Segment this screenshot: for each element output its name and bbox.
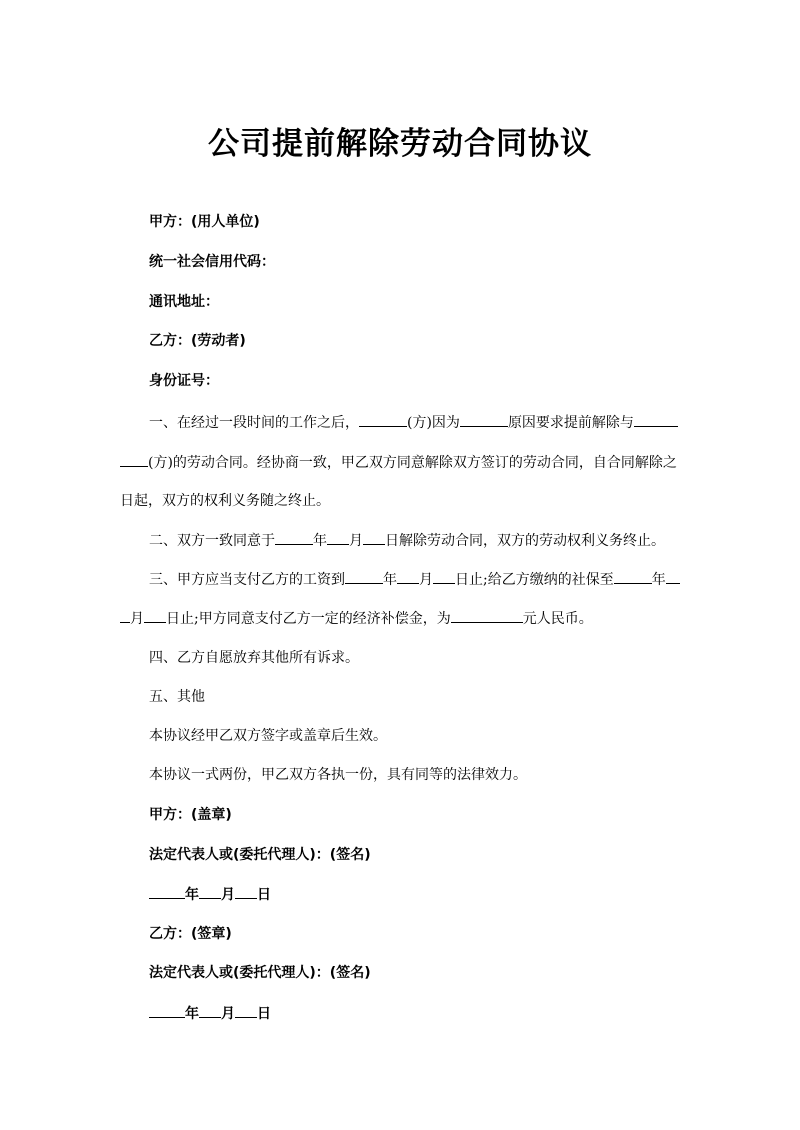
clause-1-text-d: (方)的劳动合同。经协商一致，甲乙双方同意解除双方签订的劳动合同，自合同解除之	[148, 455, 677, 471]
clause-1-text-c: 原因要求提前解除与	[507, 415, 634, 431]
date-year: 年	[185, 1006, 199, 1022]
blank-month	[666, 569, 680, 584]
clause-3-line-1	[149, 569, 680, 590]
party-b-seal-label: 乙方：(签章)	[149, 926, 232, 942]
blank-day	[433, 569, 455, 584]
clause-3-month-2: 月	[130, 611, 144, 627]
party-a-date	[149, 884, 271, 905]
blank-day	[235, 1003, 257, 1018]
clause-3-year-2: 年	[651, 572, 666, 588]
clause-5: 五、其他	[149, 689, 205, 705]
clause-1-text-b: (方)因为	[407, 415, 460, 431]
clause-2-year: 年	[313, 533, 327, 549]
blank-other-party	[634, 412, 678, 427]
blank-year	[614, 569, 652, 584]
blank-month	[397, 569, 419, 584]
address-label: 通讯地址：	[149, 294, 219, 310]
copies-statement: 本协议一式两份，甲乙双方各执一份，具有同等的法律效力。	[149, 767, 527, 783]
clause-3-month: 月	[419, 572, 433, 588]
clause-3-year: 年	[383, 572, 397, 588]
clause-3-text-a: 三、甲方应当支付乙方的工资到	[149, 572, 345, 588]
date-day: 日	[257, 1006, 271, 1022]
blank-month-cont	[120, 608, 130, 623]
date-day: 日	[257, 887, 271, 903]
party-b-representative-label: 法定代表人或(委托代理人)：(签名)	[149, 965, 371, 981]
effect-statement: 本协议经甲乙双方签字或盖章后生效。	[149, 728, 387, 744]
blank-month	[199, 1003, 221, 1018]
clause-3-text-d: 元人民币。	[522, 611, 593, 627]
date-month: 月	[221, 1006, 235, 1022]
blank-reason	[460, 412, 508, 427]
clause-2-text-b: 日解除劳动合同，双方的劳动权利义务终止。	[385, 533, 665, 549]
document-title: 公司提前解除劳动合同协议	[208, 126, 592, 162]
date-year: 年	[185, 887, 199, 903]
party-b-label: 乙方：(劳动者)	[149, 333, 246, 349]
blank-other-party-cont	[120, 452, 148, 467]
clause-1-line-2	[120, 452, 677, 473]
clause-2	[149, 530, 665, 551]
clause-3-text-b: 日止;给乙方缴纳的社保至	[455, 572, 614, 588]
clause-1-text-a: 一、在经过一段时间的工作之后，	[149, 415, 359, 431]
blank-month	[199, 884, 221, 899]
blank-month	[327, 530, 349, 545]
party-a-representative-label: 法定代表人或(委托代理人)：(签名)	[149, 847, 371, 863]
clause-3-line-2	[120, 608, 593, 629]
blank-year	[275, 530, 313, 545]
blank-amount	[451, 608, 523, 623]
clause-1-line-3: 日起，双方的权利义务随之终止。	[120, 493, 330, 509]
party-b-date	[149, 1003, 271, 1024]
clause-2-month: 月	[349, 533, 363, 549]
clause-2-text-a: 二、双方一致同意于	[149, 533, 275, 549]
blank-day	[363, 530, 385, 545]
party-a-seal-label: 甲方：(盖章)	[149, 807, 232, 823]
date-month: 月	[221, 887, 235, 903]
clause-3-text-c: 日止;甲方同意支付乙方一定的经济补偿金，为	[166, 611, 451, 627]
blank-year	[149, 884, 185, 899]
blank-day	[144, 608, 166, 623]
id-number-label: 身份证号：	[149, 373, 219, 389]
blank-year	[149, 1003, 185, 1018]
clause-4: 四、乙方自愿放弃其他所有诉求。	[149, 650, 359, 666]
party-a-label: 甲方：(用人单位)	[149, 214, 260, 230]
clause-1-line-1	[149, 412, 678, 433]
blank-year	[345, 569, 383, 584]
blank-party	[359, 412, 407, 427]
credit-code-label: 统一社会信用代码：	[149, 254, 275, 270]
blank-day	[235, 884, 257, 899]
